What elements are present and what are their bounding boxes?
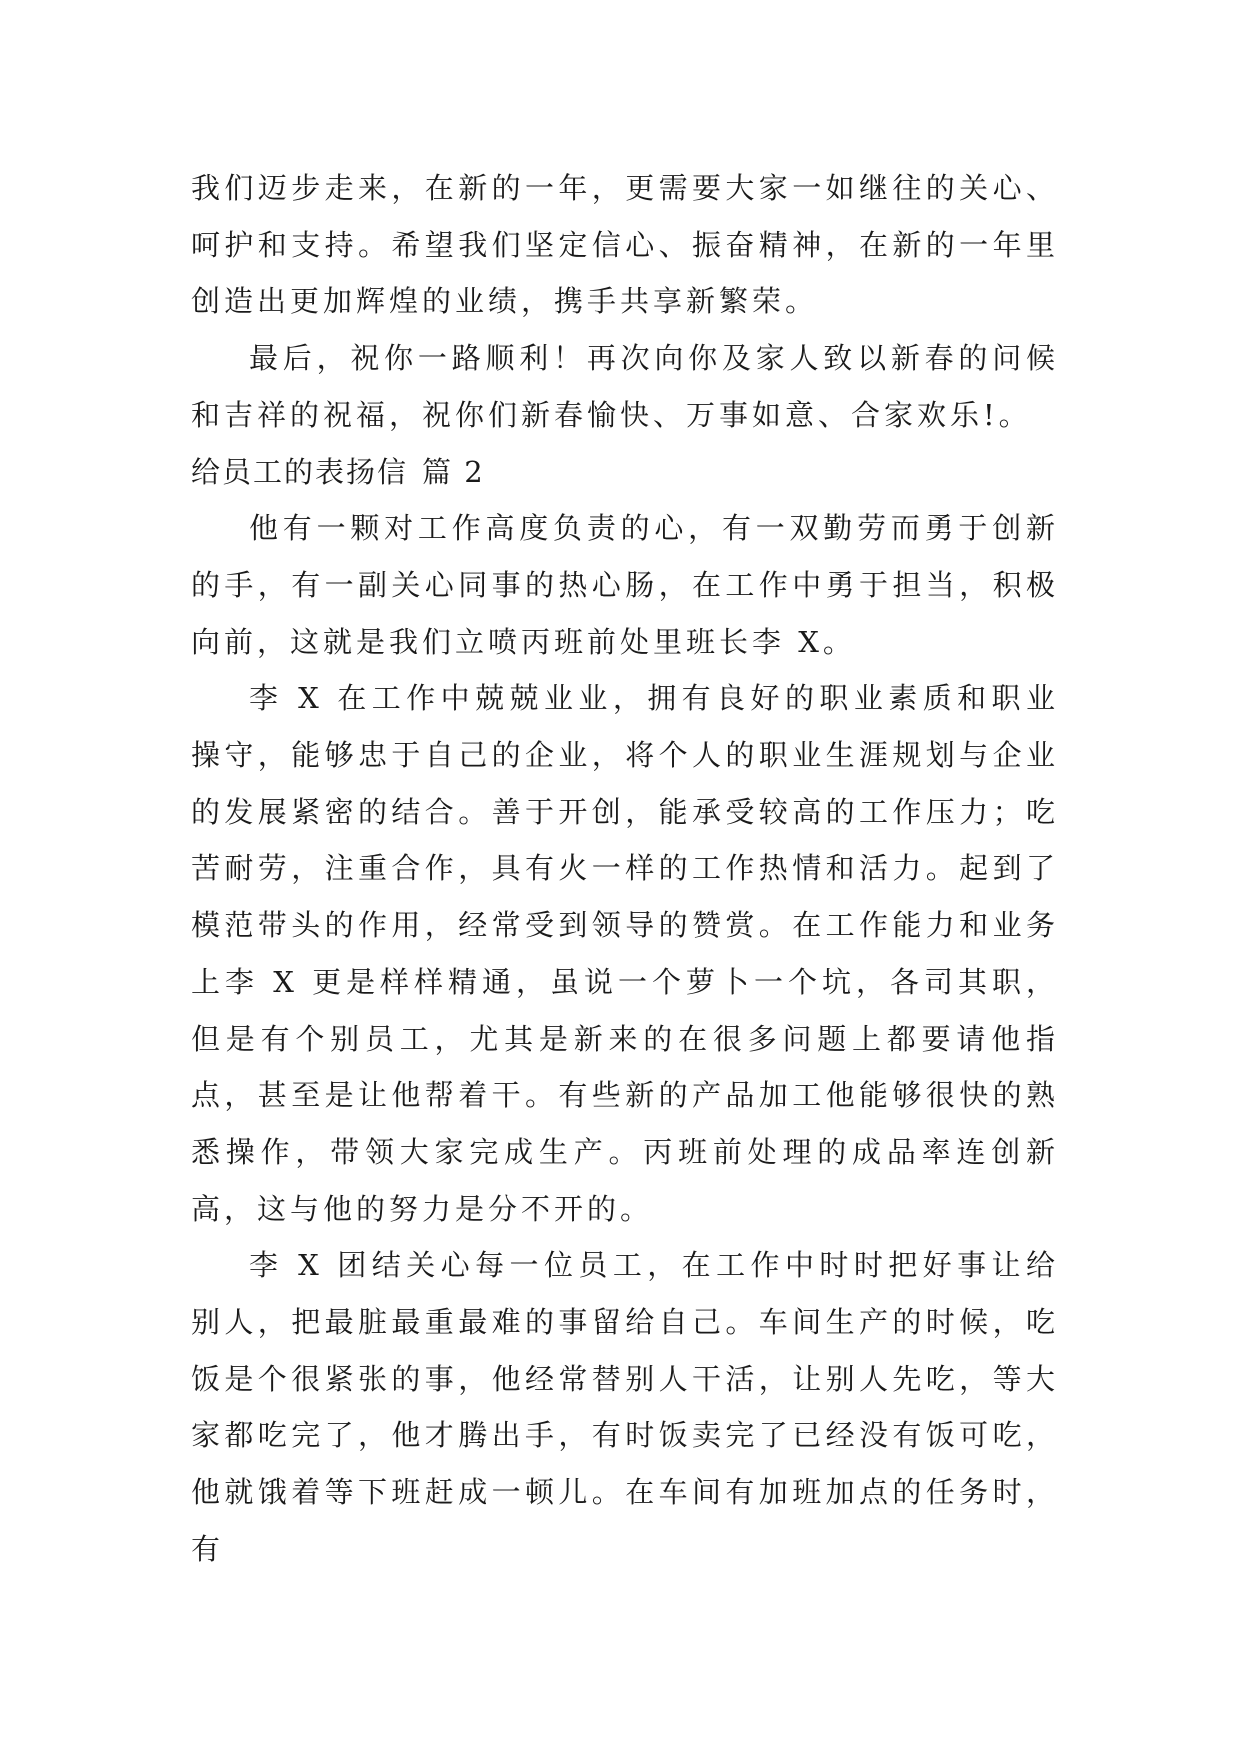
section-heading-title: 给员工的表扬信	[191, 454, 409, 489]
section-heading	[191, 444, 1059, 501]
section-heading-tag: 篇 2	[422, 454, 485, 489]
paragraph-caring: 李 X 团结关心每一位员工，在工作中时时把好事让给别人，把最脏最重最难的事留给自己。车间生产的时候，吃饭是个很紧张的事，他经常替别人干活，让别人先吃，等大家都吃完了，他才腾出手，有时饭卖完了已经没有饭可吃，他就饿着等下班赶成一顿儿。在车间有加班加点的任务时，有	[191, 1248, 1059, 1566]
paragraph-work-ethic: 李 X 在工作中兢兢业业，拥有良好的职业素质和职业操守，能够忠于自己的企业，将个人的职业生涯规划与企业的发展紧密的结合。善于开创，能承受较高的工作压力；吃苦耐劳，注重合作，具有火一样的工作热情和活力。起到了模范带头的作用，经常受到领导的赞赏。在工作能力和业务上李 X 更是样样精通，虽说一个萝卜一个坑，各司其职，但是有个别员工，尤其是新来的在很多问题上都要请他指点，甚至是让他帮着干。有些新的产品加工他能够很快的熟悉操作，带领大家完成生产。丙班前处理的成品率连创新高，这与他的努力是分不开的。	[191, 681, 1059, 1226]
paragraph-continuation: 我们迈步走来，在新的一年，更需要大家一如继往的关心、呵护和支持。希望我们坚定信心、振奋精神，在新的一年里创造出更加辉煌的业绩，携手共享新繁荣。	[191, 171, 1059, 319]
document-body	[191, 160, 1059, 1578]
paragraph-intro: 他有一颗对工作高度负责的心，有一双勤劳而勇于创新的手，有一副关心同事的热心肠，在工作中勇于担当，积极向前，这就是我们立喷丙班前处里班长李 X。	[191, 511, 1059, 659]
paragraph-closing-wishes: 最后，祝你一路顺利！再次向你及家人致以新春的问候和吉祥的祝福，祝你们新春愉快、万事如意、合家欢乐!。	[191, 341, 1059, 432]
